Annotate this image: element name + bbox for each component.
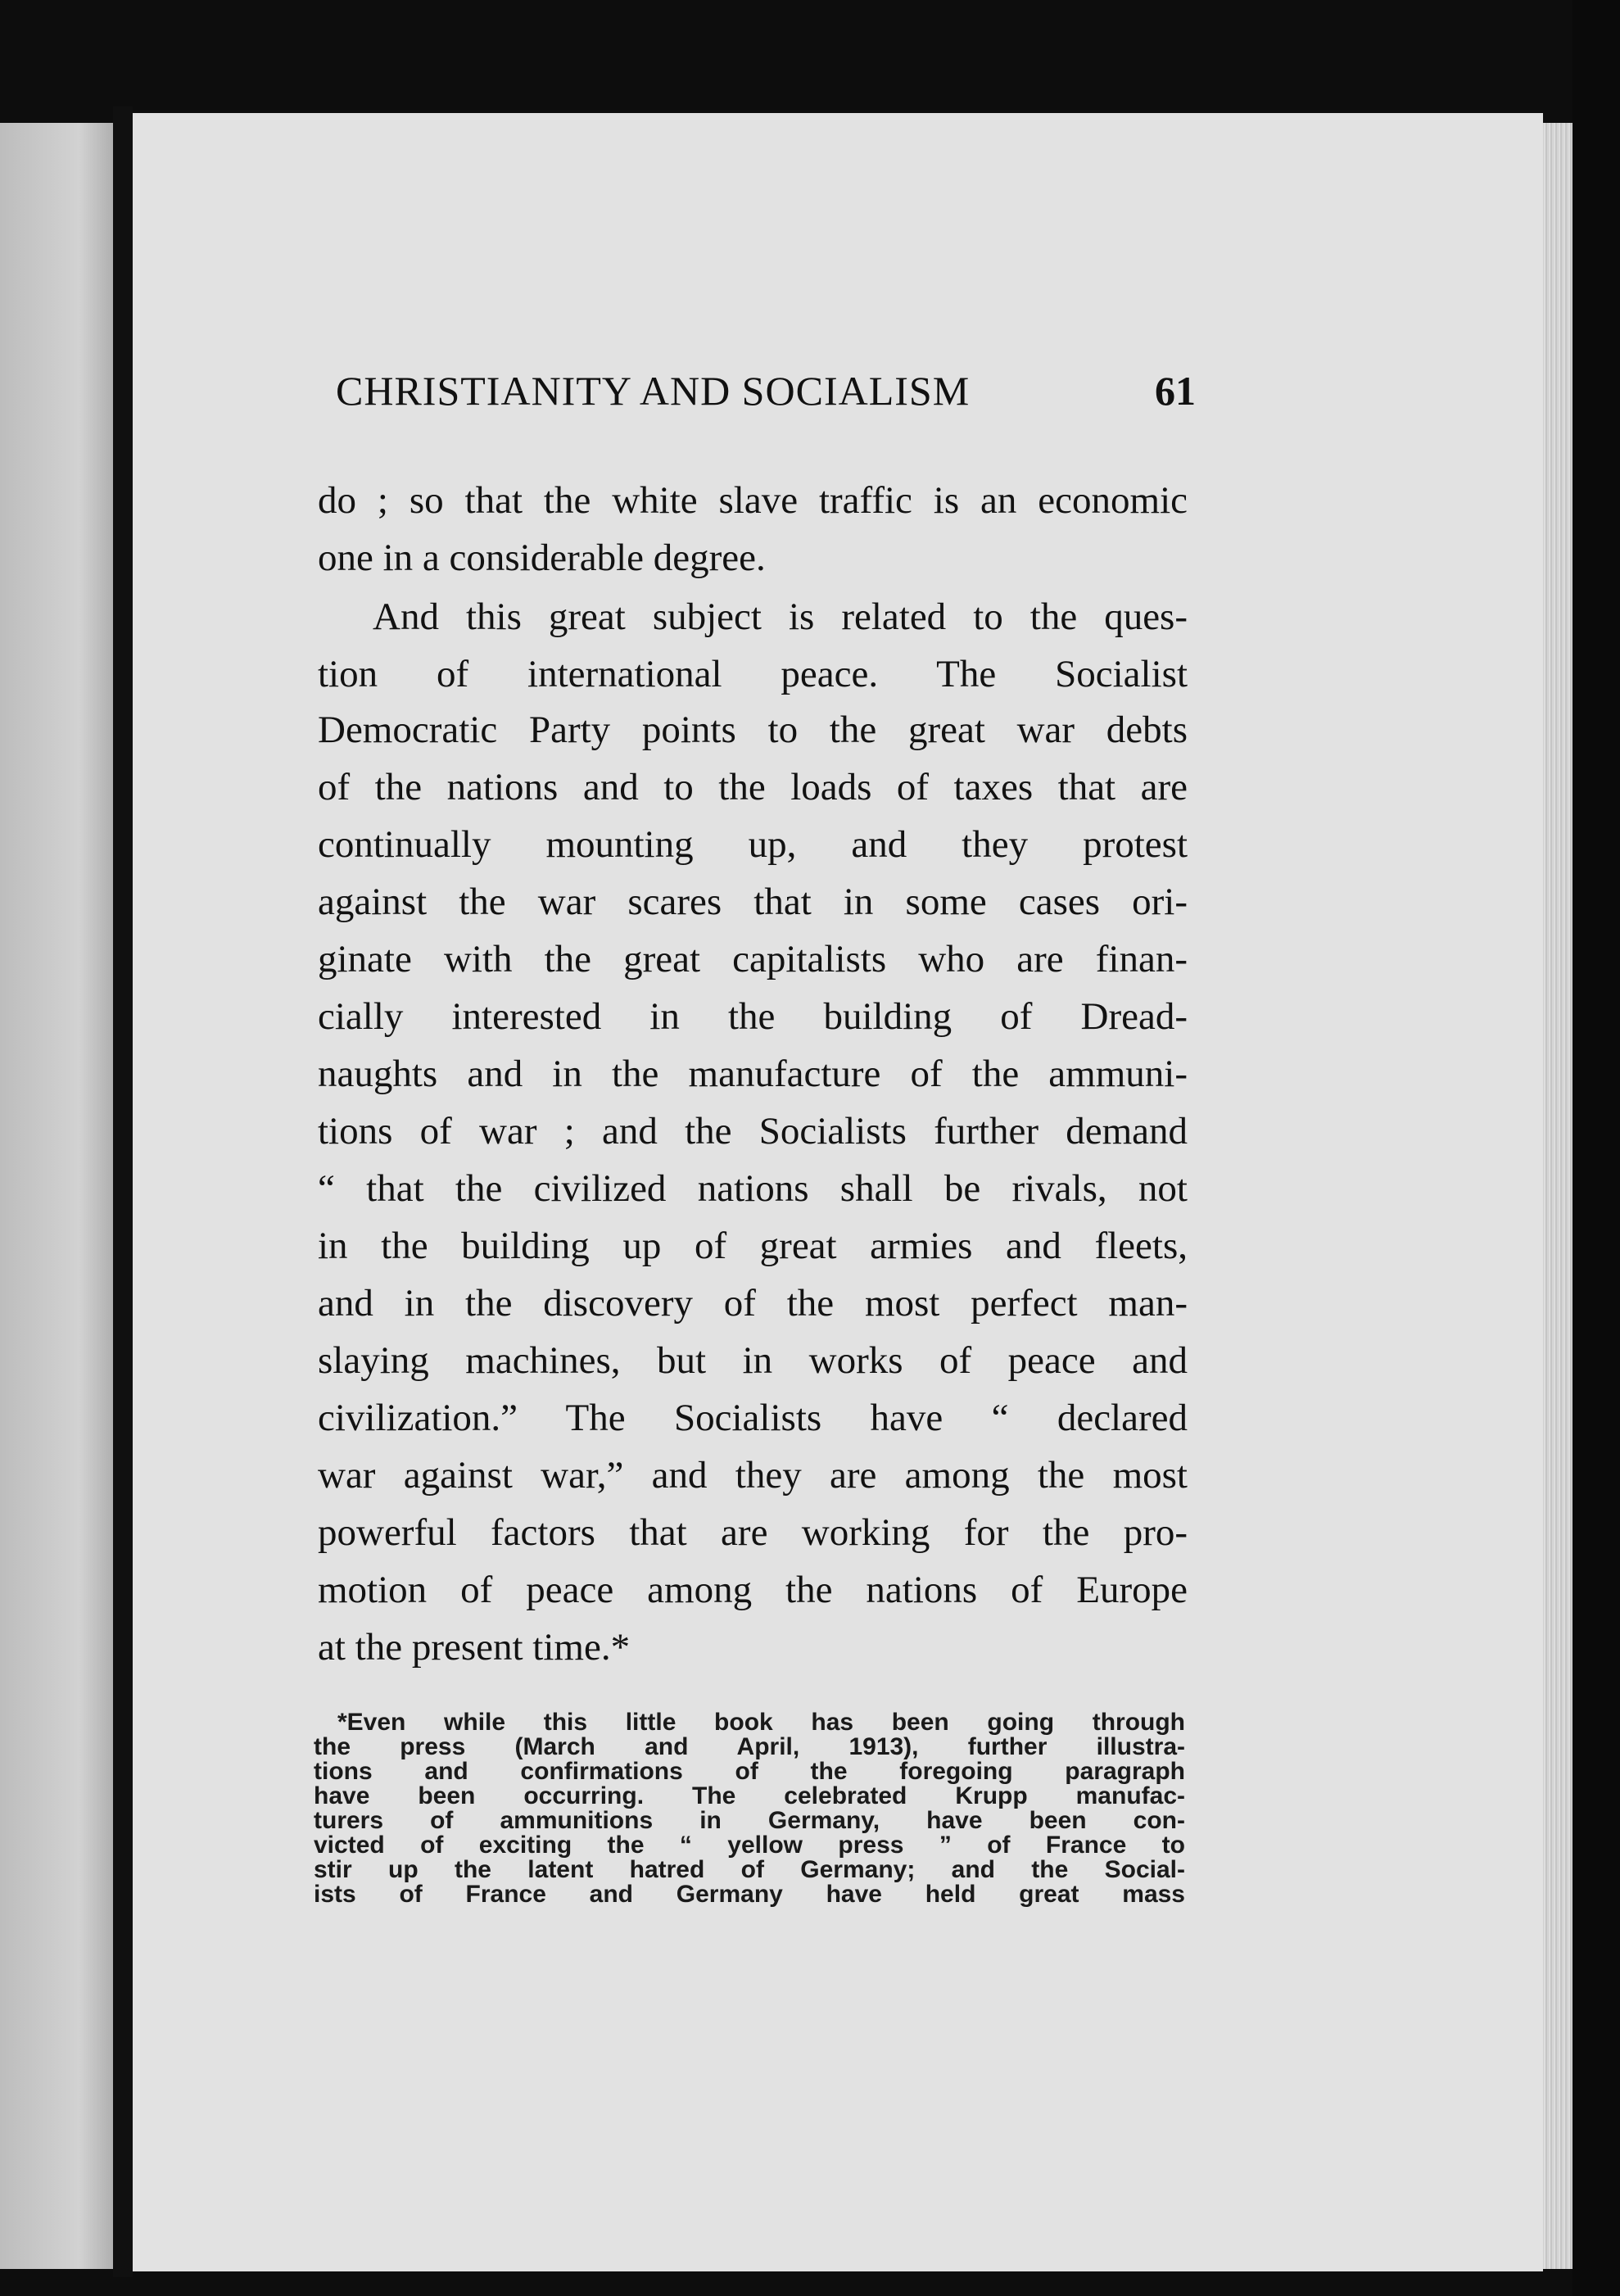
running-head (336, 367, 1196, 424)
running-title: CHRISTIANITY AND SOCIALISM (336, 368, 971, 414)
body-line: slaying machines, but in works of peace and (318, 1339, 1188, 1382)
body-line: civilization.” The Socialists have “ declared (318, 1397, 1188, 1439)
footnote-line: tions and confirmations of the foregoing paragraph (314, 1758, 1185, 1785)
body-line: do ; so that the white slave traffic is an economic (318, 479, 1188, 522)
left-page-edge (0, 123, 113, 2269)
right-background (1572, 0, 1620, 2296)
footnote-line: the press (March and April, 1913), further illustra- (314, 1733, 1185, 1760)
body-line: of the nations and to the loads of taxes that are (318, 766, 1188, 808)
body-line: war against war,” and they are among the most (318, 1454, 1188, 1497)
footnote-line: ists of France and Germany have held great mass (314, 1881, 1185, 1908)
body-line: And this great subject is related to the ques- (373, 596, 1188, 638)
body-line: “ that the civilized nations shall be rivals, not (318, 1167, 1188, 1210)
footnote-line: victed of exciting the “ yellow press ” of France to (314, 1832, 1185, 1859)
footnote-line: stir up the latent hatred of Germany; and the Social- (314, 1856, 1185, 1883)
body-line: naughts and in the manufacture of the ammuni- (318, 1053, 1188, 1095)
body-line: continually mounting up, and they protest (318, 823, 1188, 866)
footnote-line: *Even while this little book has been going through (337, 1709, 1185, 1736)
body-line: ginate with the great capitalists who are finan- (318, 938, 1188, 980)
book-spine (113, 106, 133, 2277)
body-line: powerful factors that are working for the pro- (318, 1511, 1188, 1554)
page-stack-edge (1543, 123, 1572, 2269)
body-line: against the war scares that in some cases ori- (318, 881, 1188, 923)
footnote-line: have been occurring. The celebrated Krupp manufac- (314, 1782, 1185, 1809)
body-line: in the building up of great armies and fleets, (318, 1225, 1188, 1267)
body-line: and in the discovery of the most perfect man- (318, 1282, 1188, 1325)
body-line: motion of peace among the nations of Europe (318, 1569, 1188, 1611)
footnote-line: turers of ammunitions in Germany, have been con- (314, 1807, 1185, 1834)
body-line: at the present time.* (318, 1626, 631, 1669)
body-line: tion of international peace. The Socialist (318, 653, 1188, 695)
body-line: cially interested in the building of Dread- (318, 995, 1188, 1038)
page-number: 61 (1155, 368, 1196, 414)
body-line: tions of war ; and the Socialists further demand (318, 1110, 1188, 1153)
body-line: Democratic Party points to the great war debts (318, 709, 1188, 751)
body-line: one in a considerable degree. (318, 537, 766, 579)
